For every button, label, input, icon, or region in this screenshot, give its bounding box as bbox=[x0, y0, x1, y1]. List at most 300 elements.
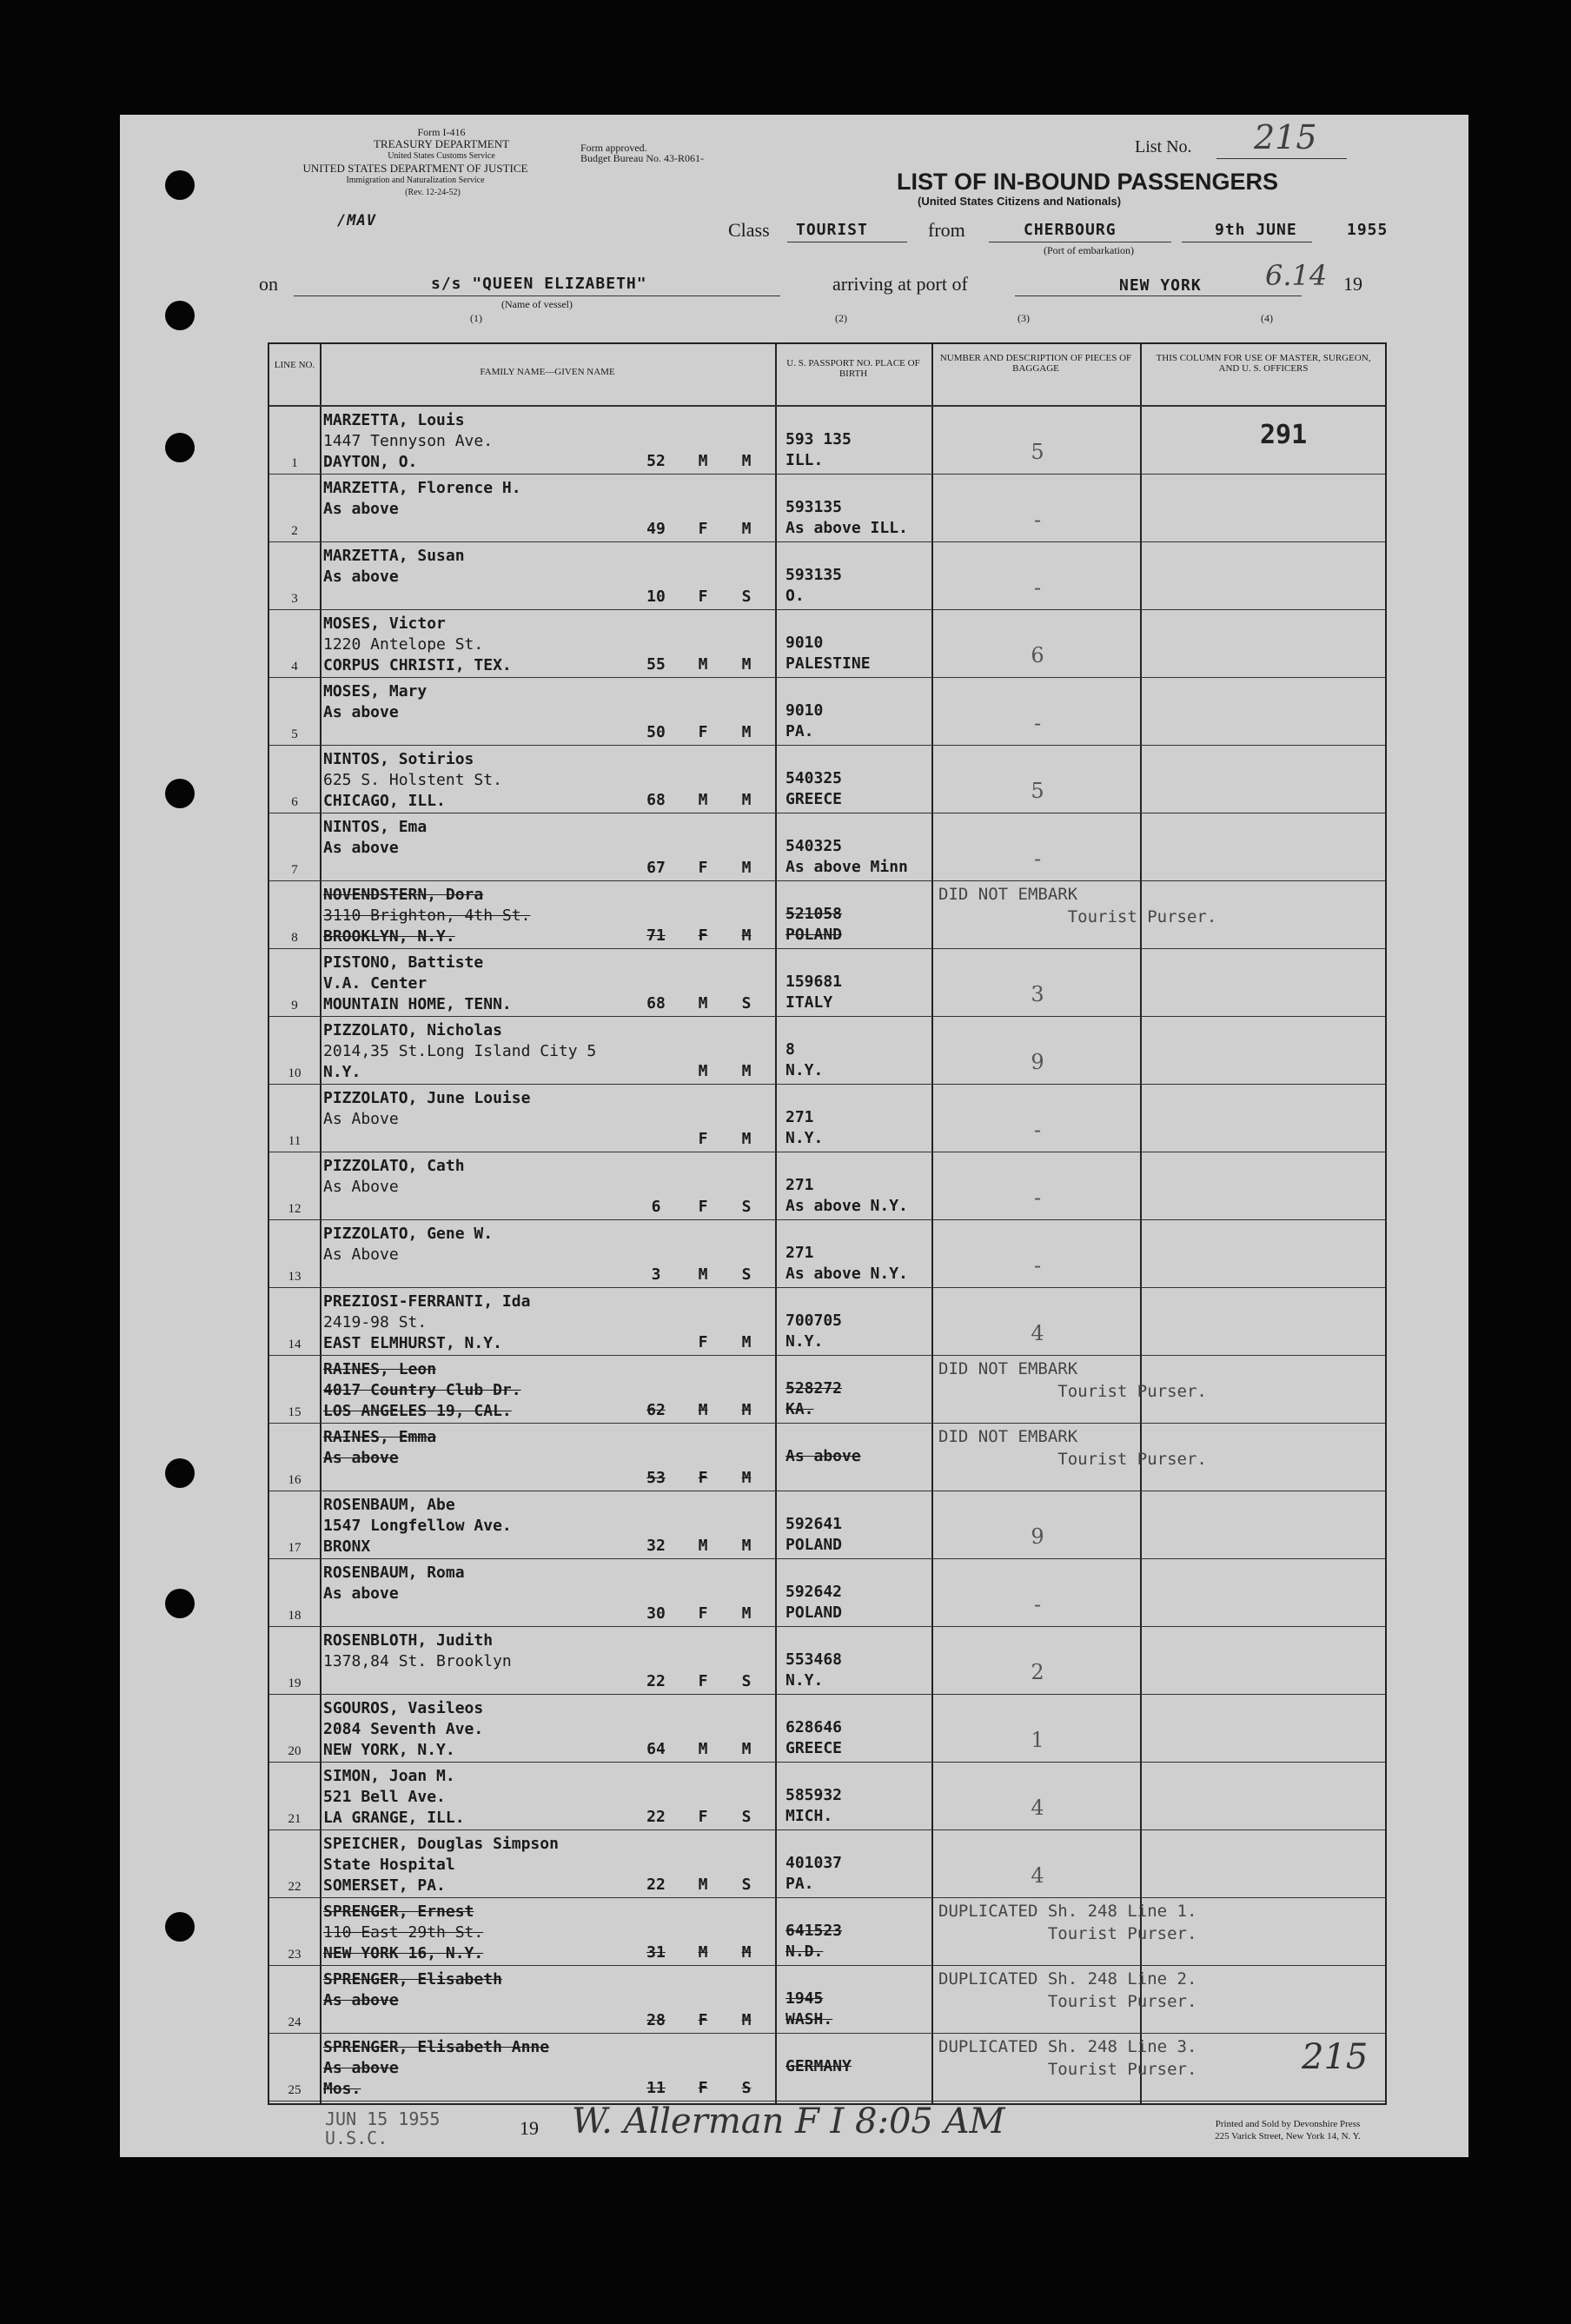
baggage-count: - bbox=[1033, 847, 1042, 871]
line-number: 10 bbox=[288, 1066, 302, 1080]
passport-cell bbox=[786, 1989, 832, 2030]
sex: F bbox=[698, 926, 708, 945]
port-note: (Port of embarkation) bbox=[1044, 244, 1134, 256]
marital-status: S bbox=[741, 2079, 752, 2097]
binder-hole bbox=[165, 170, 195, 200]
passport-number: 271 bbox=[786, 1244, 814, 1262]
line-number: 17 bbox=[288, 1541, 302, 1555]
sex: M bbox=[698, 1401, 708, 1419]
marital-status: M bbox=[741, 859, 752, 877]
line-number: 6 bbox=[291, 795, 298, 809]
marital-status: M bbox=[741, 1943, 752, 1962]
printer-line-1: Printed and Sold by Devonshire Press bbox=[1215, 2119, 1361, 2129]
marital-status: M bbox=[741, 1537, 752, 1555]
place-of-birth: As above N.Y. bbox=[786, 1197, 908, 1215]
customs-service: United States Customs Service bbox=[388, 151, 495, 161]
page-title: LIST OF IN-BOUND PASSENGERS bbox=[897, 169, 1279, 195]
budget-bureau: Budget Bureau No. 43-R061- bbox=[580, 152, 704, 164]
table-row bbox=[269, 1356, 1385, 1424]
passenger-address: 3110 Brighton, 4th St. bbox=[323, 906, 531, 925]
line-number: 16 bbox=[288, 1473, 302, 1487]
place-of-birth: N.Y. bbox=[786, 1129, 824, 1147]
passenger-name: MARZETTA, Susan bbox=[323, 547, 465, 565]
passenger-name: PREZIOSI-FERRANTI, Ida bbox=[323, 1292, 531, 1311]
table-row bbox=[269, 1491, 1385, 1559]
marital-status: M bbox=[741, 2011, 752, 2029]
usc-stamp: U.S.C. bbox=[325, 2128, 388, 2148]
passport-cell bbox=[786, 904, 842, 946]
passenger-address: As Above bbox=[323, 1110, 399, 1128]
received-stamp: JUN 15 1955 bbox=[325, 2108, 441, 2129]
passenger-address: 1447 Tennyson Ave. bbox=[323, 432, 494, 450]
passport-cell bbox=[786, 1175, 908, 1217]
passenger-name: PIZZOLATO, Gene W. bbox=[323, 1225, 494, 1243]
passport-number: 401037 bbox=[786, 1854, 843, 1872]
binder-hole bbox=[165, 1912, 195, 1942]
table-row bbox=[269, 1627, 1385, 1695]
passenger-address: As above bbox=[323, 1991, 399, 2009]
passenger-name: PIZZOLATO, Cath bbox=[323, 1157, 465, 1175]
passenger-address: N.Y. bbox=[323, 1063, 361, 1081]
officer-remark: DID NOT EMBARK Tourist Purser. bbox=[938, 1359, 1207, 1401]
passenger-name-cell bbox=[323, 1156, 465, 1198]
sex: F bbox=[698, 1198, 708, 1216]
passenger-address: As Above bbox=[323, 1178, 399, 1196]
age: 68 bbox=[646, 791, 666, 809]
footer-year: 19 bbox=[520, 2117, 539, 2139]
line-number: 25 bbox=[288, 2083, 302, 2097]
table-row bbox=[269, 1424, 1385, 1491]
line-number: 22 bbox=[288, 1880, 302, 1894]
passport-number: 9010 bbox=[786, 701, 824, 720]
arrival-date: 6.14 bbox=[1265, 259, 1328, 292]
place-of-birth: ITALY bbox=[786, 993, 833, 1012]
passport-number: 553468 bbox=[786, 1650, 843, 1669]
year-value: 1955 bbox=[1347, 221, 1389, 239]
header-baggage: NUMBER AND DESCRIPTION OF PIECES OF BAGGAGE bbox=[939, 353, 1132, 374]
table-row bbox=[269, 1830, 1385, 1898]
treasury-dept: TREASURY DEPARTMENT bbox=[373, 137, 510, 150]
sex: F bbox=[698, 1604, 708, 1623]
line-number: 3 bbox=[291, 592, 298, 606]
passenger-address: 1220 Antelope St. bbox=[323, 635, 484, 654]
place-of-birth: N.Y. bbox=[786, 1061, 824, 1079]
line-number: 5 bbox=[291, 727, 298, 741]
vessel-line bbox=[294, 295, 780, 296]
passport-cell bbox=[786, 701, 823, 742]
baggage-count: 6 bbox=[1031, 643, 1044, 667]
passport-cell bbox=[786, 633, 871, 674]
baggage-count: 5 bbox=[1031, 779, 1044, 803]
line-number: 9 bbox=[291, 999, 298, 1013]
table-row bbox=[269, 813, 1385, 881]
passenger-name: SPRENGER, Elisabeth bbox=[323, 1970, 502, 1989]
passenger-name-cell bbox=[323, 614, 512, 676]
line-number: 21 bbox=[288, 1812, 302, 1826]
header-passport: U. S. PASSPORT NO. PLACE OF BIRTH bbox=[786, 358, 920, 379]
baggage-count: 1 bbox=[1031, 1728, 1044, 1752]
table-row bbox=[269, 1220, 1385, 1288]
passenger-address: 2084 Seventh Ave. bbox=[323, 1720, 484, 1738]
place-of-birth: As above N.Y. bbox=[786, 1265, 908, 1283]
passenger-name: ROSENBAUM, Roma bbox=[323, 1564, 465, 1582]
col-num-1: (1) bbox=[470, 312, 482, 324]
sex: F bbox=[698, 1808, 708, 1826]
passenger-name-cell bbox=[323, 1224, 493, 1265]
line-number: 4 bbox=[291, 660, 298, 674]
age: 3 bbox=[651, 1265, 661, 1284]
place-of-birth: N.Y. bbox=[786, 1332, 824, 1351]
place-of-birth: N.Y. bbox=[786, 1671, 824, 1690]
age: 32 bbox=[646, 1537, 666, 1555]
sex: F bbox=[698, 2079, 708, 2097]
table-row bbox=[269, 1288, 1385, 1356]
passport-number: 641523 bbox=[786, 1922, 843, 1940]
passenger-name-cell bbox=[323, 1969, 502, 2011]
marital-status: S bbox=[741, 1808, 752, 1826]
header-name: FAMILY NAME—GIVEN NAME bbox=[480, 367, 615, 377]
age: 22 bbox=[646, 1808, 666, 1826]
place-of-birth: ILL. bbox=[786, 451, 824, 469]
table-row bbox=[269, 610, 1385, 678]
passenger-address: As above bbox=[323, 703, 399, 721]
passport-cell bbox=[786, 1107, 823, 1149]
printer-line-2: 225 Varick Street, New York 14, N. Y. bbox=[1215, 2131, 1361, 2141]
passenger-address: MOUNTAIN HOME, TENN. bbox=[323, 995, 512, 1013]
age: 6 bbox=[651, 1198, 661, 1216]
table-row bbox=[269, 1763, 1385, 1830]
passport-cell bbox=[786, 1921, 842, 1962]
place-of-birth: MICH. bbox=[786, 1807, 833, 1825]
passenger-table bbox=[268, 342, 1387, 2105]
passport-number: 528272 bbox=[786, 1379, 843, 1398]
passenger-name-cell bbox=[323, 546, 465, 588]
officer-remark: DUPLICATED Sh. 248 Line 2. Tourist Purser. bbox=[938, 1969, 1197, 2011]
passenger-address: 1547 Longfellow Ave. bbox=[323, 1517, 512, 1535]
sex: F bbox=[698, 1469, 708, 1487]
passport-cell bbox=[786, 1853, 842, 1895]
marital-status: S bbox=[741, 1876, 752, 1894]
inspector-signature: W. Allerman F I 8:05 AM bbox=[572, 2102, 1005, 2141]
passenger-address: As above bbox=[323, 839, 399, 857]
table-row bbox=[269, 1085, 1385, 1152]
passport-cell bbox=[786, 768, 842, 810]
passenger-name-cell bbox=[323, 1563, 465, 1604]
passenger-address: As above bbox=[323, 500, 399, 518]
passport-number: 8 bbox=[786, 1040, 795, 1059]
marital-status: M bbox=[741, 452, 752, 470]
vessel-note: (Name of vessel) bbox=[501, 298, 573, 310]
age: 50 bbox=[646, 723, 666, 741]
passenger-address: CORPUS CHRISTI, TEX. bbox=[323, 656, 512, 674]
marital-status: M bbox=[741, 655, 752, 674]
age: 10 bbox=[646, 588, 666, 606]
passport-cell bbox=[786, 1582, 842, 1623]
passenger-name: NINTOS, Sotirios bbox=[323, 750, 474, 768]
marital-status: M bbox=[741, 1062, 752, 1080]
place-of-birth: N.D. bbox=[786, 1942, 824, 1961]
sex: M bbox=[698, 1740, 708, 1758]
table-row bbox=[269, 1017, 1385, 1085]
passport-number: 700705 bbox=[786, 1311, 843, 1330]
sex: F bbox=[698, 859, 708, 877]
line-number: 20 bbox=[288, 1744, 302, 1758]
passenger-name-cell bbox=[323, 817, 427, 859]
officer-remark: DID NOT EMBARK Tourist Purser. bbox=[938, 1427, 1207, 1469]
marital-status: S bbox=[741, 588, 752, 606]
passport-number: 593135 bbox=[786, 498, 843, 516]
passport-cell bbox=[786, 972, 842, 1013]
passenger-name: PIZZOLATO, June Louise bbox=[323, 1089, 531, 1107]
passenger-name: ROSENBLOTH, Judith bbox=[323, 1631, 494, 1650]
place-of-birth: PALESTINE bbox=[786, 654, 871, 673]
table-row bbox=[269, 1695, 1385, 1763]
table-row bbox=[269, 746, 1385, 813]
baggage-count: - bbox=[1033, 1185, 1042, 1210]
line-number: 8 bbox=[291, 931, 298, 945]
passenger-name-cell bbox=[323, 1359, 521, 1422]
marital-status: M bbox=[741, 1469, 752, 1487]
sex: M bbox=[698, 791, 708, 809]
passport-number: 9010 bbox=[786, 634, 824, 652]
class-label: Class bbox=[728, 219, 770, 241]
passenger-name-cell bbox=[323, 1766, 465, 1829]
age: 22 bbox=[646, 1672, 666, 1690]
table-row bbox=[269, 2034, 1385, 2102]
passport-number: 271 bbox=[786, 1108, 814, 1126]
passenger-address: 2419-98 St. bbox=[323, 1313, 428, 1331]
passport-cell bbox=[786, 1650, 842, 1691]
passenger-name: MOSES, Victor bbox=[323, 614, 446, 633]
mav-mark: /MAV bbox=[337, 212, 376, 229]
age: 52 bbox=[646, 452, 666, 470]
sex: F bbox=[698, 1130, 708, 1148]
sex: M bbox=[698, 655, 708, 674]
passenger-name: PIZZOLATO, Nicholas bbox=[323, 1021, 502, 1039]
baggage-count: 2 bbox=[1031, 1660, 1044, 1684]
officer-remark: 291 bbox=[1260, 420, 1308, 450]
place-of-birth: PA. bbox=[786, 722, 814, 740]
age: 30 bbox=[646, 1604, 666, 1623]
passenger-address: LOS ANGELES 19, CAL. bbox=[323, 1402, 512, 1420]
marital-status: S bbox=[741, 1265, 752, 1284]
passenger-name-cell bbox=[323, 681, 427, 723]
marital-status: S bbox=[741, 1198, 752, 1216]
passenger-name: SGOUROS, Vasileos bbox=[323, 1699, 484, 1717]
passport-cell bbox=[786, 1378, 842, 1420]
line-number: 7 bbox=[291, 863, 298, 877]
baggage-count: - bbox=[1033, 1592, 1042, 1617]
age: 64 bbox=[646, 1740, 666, 1758]
passenger-name-cell bbox=[323, 1291, 530, 1354]
sex: F bbox=[698, 588, 708, 606]
passenger-name-cell bbox=[323, 749, 502, 812]
passport-number: 628646 bbox=[786, 1718, 843, 1736]
place-of-birth: POLAND bbox=[786, 926, 843, 944]
passenger-name-cell bbox=[323, 2037, 549, 2100]
marital-status: M bbox=[741, 520, 752, 538]
page-mark: 215 bbox=[1302, 2037, 1369, 2077]
passport-number: 593135 bbox=[786, 566, 843, 584]
table-row bbox=[269, 1898, 1385, 1966]
line-number: 13 bbox=[288, 1270, 302, 1284]
place-of-birth: GREECE bbox=[786, 790, 843, 808]
passport-cell bbox=[786, 429, 852, 471]
line-number: 1 bbox=[291, 456, 298, 470]
table-row bbox=[269, 1559, 1385, 1627]
list-line bbox=[1216, 158, 1347, 159]
passport-cell bbox=[786, 1514, 842, 1556]
marital-status: M bbox=[741, 791, 752, 809]
place-of-birth: As above bbox=[786, 1447, 861, 1465]
age: 68 bbox=[646, 994, 666, 1013]
on-label: on bbox=[259, 273, 278, 295]
line-number: 11 bbox=[288, 1134, 302, 1148]
line-number: 24 bbox=[288, 2015, 302, 2029]
passenger-address: EAST ELMHURST, N.Y. bbox=[323, 1334, 502, 1352]
place-of-birth: PA. bbox=[786, 1875, 814, 1893]
passport-cell bbox=[786, 1785, 842, 1827]
passenger-address: Mos. bbox=[323, 2080, 361, 2098]
vessel-name: s/s "QUEEN ELIZABETH" bbox=[431, 275, 647, 293]
place-of-birth: POLAND bbox=[786, 1604, 843, 1622]
baggage-count: - bbox=[1033, 711, 1042, 735]
table-row bbox=[269, 881, 1385, 949]
marital-status: M bbox=[741, 1604, 752, 1623]
passport-number: 1945 bbox=[786, 1989, 824, 2008]
passenger-address: SOMERSET, PA. bbox=[323, 1876, 446, 1895]
passport-number: 540325 bbox=[786, 837, 843, 855]
binder-hole bbox=[165, 1589, 195, 1618]
table-row bbox=[269, 1966, 1385, 2034]
sex: M bbox=[698, 994, 708, 1013]
passport-number: 593 135 bbox=[786, 430, 852, 448]
marital-status: M bbox=[741, 723, 752, 741]
officer-remark: DUPLICATED Sh. 248 Line 3. Tourist Purser. bbox=[938, 2037, 1197, 2079]
place-of-birth: KA. bbox=[786, 1400, 814, 1418]
marital-status: M bbox=[741, 1333, 752, 1351]
age: 28 bbox=[646, 2011, 666, 2029]
marital-status: M bbox=[741, 1401, 752, 1419]
justice-dept: UNITED STATES DEPARTMENT OF JUSTICE bbox=[302, 162, 528, 175]
passenger-address: LA GRANGE, ILL. bbox=[323, 1809, 465, 1827]
marital-status: S bbox=[741, 1672, 752, 1690]
passenger-address: As Above bbox=[323, 1245, 399, 1264]
passport-number: 540325 bbox=[786, 769, 843, 787]
baggage-count: - bbox=[1033, 508, 1042, 532]
passenger-address: V.A. Center bbox=[323, 974, 428, 993]
baggage-count: 9 bbox=[1031, 1524, 1044, 1549]
sex: M bbox=[698, 452, 708, 470]
passenger-name: SPRENGER, Elisabeth Anne bbox=[323, 2038, 550, 2056]
port-value: NEW YORK bbox=[1119, 276, 1202, 295]
passenger-address: As above bbox=[323, 568, 399, 586]
passenger-address: 1378,84 St. Brooklyn bbox=[323, 1652, 512, 1670]
passport-number: 585932 bbox=[786, 1786, 843, 1804]
age: 62 bbox=[646, 1401, 666, 1419]
passport-cell bbox=[786, 1446, 861, 1467]
passenger-name: SIMON, Joan M. bbox=[323, 1767, 455, 1785]
passenger-name: MARZETTA, Louis bbox=[323, 411, 465, 429]
passenger-address: 521 Bell Ave. bbox=[323, 1788, 446, 1806]
passenger-name-cell bbox=[323, 1427, 436, 1469]
passenger-name-cell bbox=[323, 1020, 596, 1083]
sex: M bbox=[698, 1265, 708, 1284]
passenger-name-cell bbox=[323, 1630, 512, 1672]
sex: F bbox=[698, 1672, 708, 1690]
line-number: 18 bbox=[288, 1609, 302, 1623]
passenger-address: DAYTON, O. bbox=[323, 453, 418, 471]
passenger-address: NEW YORK 16, N.Y. bbox=[323, 1944, 484, 1962]
col-num-3: (3) bbox=[1018, 312, 1030, 324]
baggage-count: 5 bbox=[1031, 440, 1044, 464]
page-subtitle: (United States Citizens and Nationals) bbox=[918, 195, 1122, 208]
passenger-address: BROOKLYN, N.Y. bbox=[323, 927, 455, 946]
passport-cell bbox=[786, 1039, 823, 1081]
age: 11 bbox=[646, 2079, 666, 2097]
baggage-count: 9 bbox=[1031, 1050, 1044, 1074]
passenger-name: PISTONO, Battiste bbox=[323, 953, 484, 972]
table-row bbox=[269, 475, 1385, 542]
sex: M bbox=[698, 1943, 708, 1962]
binder-hole bbox=[165, 433, 195, 462]
sex: M bbox=[698, 1537, 708, 1555]
sex: F bbox=[698, 1333, 708, 1351]
table-row bbox=[269, 1152, 1385, 1220]
line-number: 14 bbox=[288, 1338, 302, 1351]
place-of-birth: POLAND bbox=[786, 1536, 843, 1554]
passport-cell bbox=[786, 565, 842, 607]
table-row bbox=[269, 542, 1385, 610]
passport-number: 592642 bbox=[786, 1583, 843, 1601]
passenger-address: CHICAGO, ILL. bbox=[323, 792, 446, 810]
binder-hole bbox=[165, 779, 195, 808]
passenger-name: RAINES, Leon bbox=[323, 1360, 437, 1378]
passenger-name: ROSENBAUM, Abe bbox=[323, 1496, 455, 1514]
age: 31 bbox=[646, 1943, 666, 1962]
baggage-count: - bbox=[1033, 575, 1042, 600]
passenger-name-cell bbox=[323, 1834, 559, 1896]
header-line-no: LINE NO. bbox=[274, 360, 315, 370]
col-num-2: (2) bbox=[835, 312, 847, 324]
passport-number: 592641 bbox=[786, 1515, 843, 1533]
header-officers: THIS COLUMN FOR USE OF MASTER, SURGEON, AND U. S. OFFICERS bbox=[1156, 353, 1371, 374]
officer-remark: DUPLICATED Sh. 248 Line 1. Tourist Purser. bbox=[938, 1902, 1197, 1943]
passenger-name-cell bbox=[323, 478, 521, 520]
passenger-address: 625 S. Holstent St. bbox=[323, 771, 502, 789]
sex: F bbox=[698, 2011, 708, 2029]
passenger-name-cell bbox=[323, 885, 530, 947]
passenger-name: MOSES, Mary bbox=[323, 682, 428, 701]
table-row bbox=[269, 949, 1385, 1017]
table-row bbox=[269, 407, 1385, 475]
passenger-address: 110 East 29th St. bbox=[323, 1923, 484, 1942]
passenger-name-cell bbox=[323, 953, 512, 1015]
passport-cell bbox=[786, 1243, 908, 1285]
manifest-page bbox=[120, 115, 1468, 2157]
revision: (Rev. 12-24-52) bbox=[405, 188, 461, 197]
list-number: 215 bbox=[1254, 118, 1317, 156]
passenger-name-cell bbox=[323, 1495, 512, 1557]
col-num-4: (4) bbox=[1261, 312, 1273, 324]
sex: M bbox=[698, 1062, 708, 1080]
from-value: CHERBOURG bbox=[1024, 221, 1117, 239]
passport-number: 271 bbox=[786, 1176, 814, 1194]
binder-hole bbox=[165, 301, 195, 330]
officer-remark: DID NOT EMBARK Tourist Purser. bbox=[938, 885, 1217, 926]
passenger-address: State Hospital bbox=[323, 1856, 455, 1874]
place-of-birth: GERMANY bbox=[786, 2057, 852, 2075]
